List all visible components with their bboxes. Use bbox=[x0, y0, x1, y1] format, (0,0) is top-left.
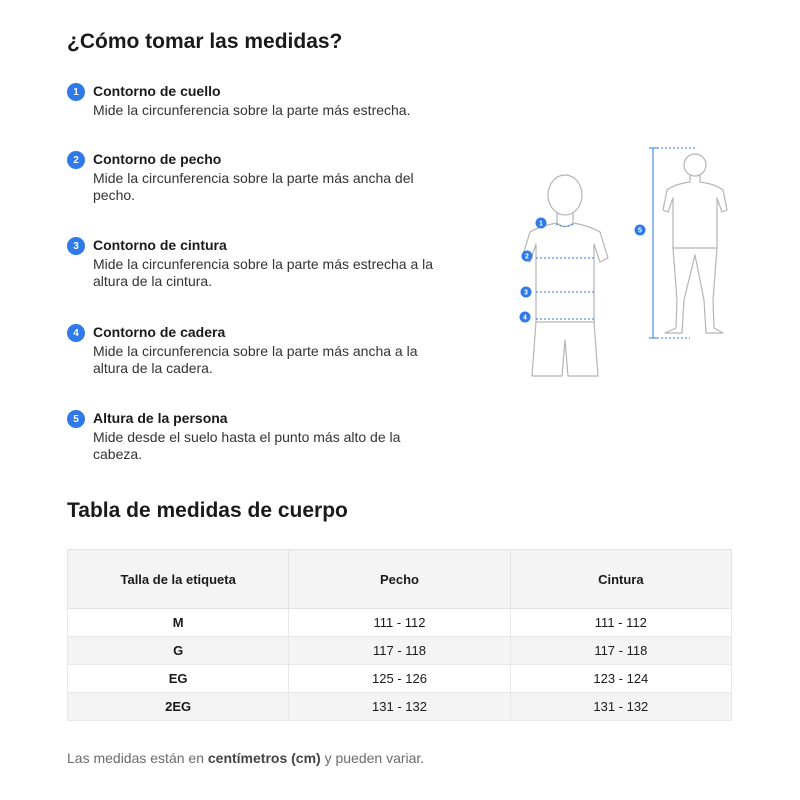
step-number-badge: 4 bbox=[67, 324, 85, 342]
step-number-badge: 5 bbox=[67, 410, 85, 428]
chest-cell: 125 - 126 bbox=[289, 665, 510, 693]
chest-cell: 131 - 132 bbox=[289, 693, 510, 721]
marker-label: 3 bbox=[524, 289, 528, 297]
waist-cell: 111 - 112 bbox=[510, 609, 731, 637]
size-cell: EG bbox=[68, 665, 289, 693]
step-description: Mide la circunferencia sobre la parte más estrecha a la altura de la cintura. bbox=[93, 256, 434, 289]
table-title: Tabla de medidas de cuerpo bbox=[67, 499, 348, 522]
waist-cell: 117 - 118 bbox=[510, 637, 731, 665]
marker-label: 4 bbox=[523, 314, 527, 322]
step-number-badge: 1 bbox=[67, 83, 85, 101]
table-row bbox=[68, 609, 732, 637]
chest-cell: 117 - 118 bbox=[289, 637, 510, 665]
step-description: Mide la circunferencia sobre la parte más ancha del pecho. bbox=[93, 170, 414, 203]
step-description: Mide la circunferencia sobre la parte más ancha a la altura de la cadera. bbox=[93, 343, 418, 376]
step-title: Contorno de cuello bbox=[93, 83, 221, 99]
footnote-unit: centímetros (cm) bbox=[207, 750, 321, 766]
table-header-row bbox=[68, 550, 732, 609]
footnote-suffix: y pueden variar. bbox=[320, 750, 425, 766]
step-title: Altura de la persona bbox=[93, 410, 228, 426]
step-hip bbox=[67, 323, 447, 377]
table-row bbox=[68, 665, 732, 693]
table-row bbox=[68, 637, 732, 665]
chest-cell: 111 - 112 bbox=[289, 609, 510, 637]
step-description: Mide desde el suelo hasta el punto más alto de la cabeza. bbox=[93, 429, 401, 462]
step-chest bbox=[67, 150, 447, 204]
size-cell: M bbox=[68, 609, 289, 637]
step-description: Mide la circunferencia sobre la parte más estrecha. bbox=[93, 102, 411, 118]
footnote-prefix: Las medidas están en bbox=[67, 750, 208, 766]
marker-label: 2 bbox=[525, 253, 529, 261]
column-header: Pecho bbox=[289, 550, 510, 609]
step-height bbox=[67, 409, 447, 463]
step-neck bbox=[67, 82, 447, 119]
step-number-badge: 3 bbox=[67, 237, 85, 255]
step-title: Contorno de cintura bbox=[93, 237, 227, 253]
size-cell: 2EG bbox=[68, 693, 289, 721]
column-header: Talla de la etiqueta bbox=[68, 550, 289, 609]
step-number-badge: 2 bbox=[67, 151, 85, 169]
footnote bbox=[67, 750, 424, 766]
marker-label: 5 bbox=[638, 227, 642, 235]
column-header: Cintura bbox=[510, 550, 731, 609]
measurement-illustration bbox=[500, 140, 740, 385]
page-title: ¿Cómo tomar las medidas? bbox=[67, 30, 343, 53]
waist-cell: 131 - 132 bbox=[510, 693, 731, 721]
size-cell: G bbox=[68, 637, 289, 665]
table-row bbox=[68, 693, 732, 721]
marker-label: 1 bbox=[539, 220, 543, 228]
waist-cell: 123 - 124 bbox=[510, 665, 731, 693]
step-title: Contorno de pecho bbox=[93, 151, 222, 167]
step-title: Contorno de cadera bbox=[93, 324, 226, 340]
size-table bbox=[67, 549, 732, 721]
step-waist bbox=[67, 236, 447, 290]
